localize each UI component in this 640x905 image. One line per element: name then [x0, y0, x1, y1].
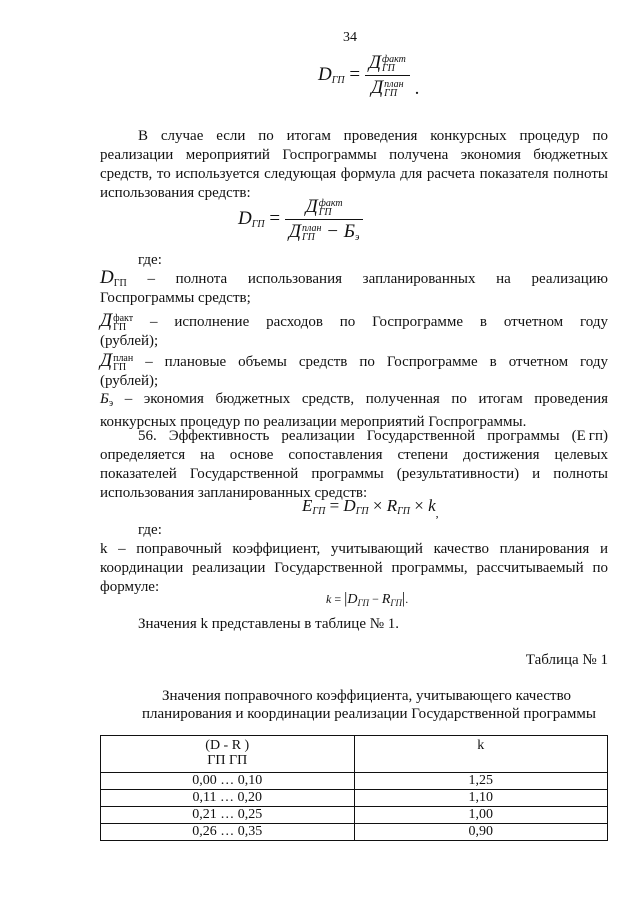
formula-dgp-basic: $D_{ГП}$ = Дфакт ГП Дплан ГП . — [318, 52, 420, 99]
table-header-row — [101, 736, 608, 773]
where-label: где: — [138, 522, 162, 538]
k-cell: 1,25 — [354, 773, 608, 790]
formula-k: $k = |D_{ГП} - R_{ГП}|$. — [326, 590, 409, 608]
table-row — [101, 773, 608, 790]
k-values-reference: Значения k представлены в таблице № 1. — [138, 616, 400, 632]
formula-egp: $E_{ГП} = D_{ГП} \times R_{ГП} \times k_,$ — [302, 496, 439, 520]
table-row — [101, 790, 608, 807]
range-cell: 0,21 … 0,25 — [101, 807, 355, 824]
table-title-line1: Значения поправочного коэффициента, учитывающего качество — [162, 688, 572, 704]
k-cell: 1,10 — [354, 790, 608, 807]
range-cell: 0,26 … 0,35 — [101, 824, 355, 841]
k-values-table — [100, 735, 608, 841]
fraction: Дфакт ГП Дплан ГП — [365, 52, 410, 99]
fraction: Дфакт ГП Дплан ГП − $Б_э$ — [285, 196, 364, 243]
where-label: где: — [138, 252, 162, 268]
paragraph-56: 56. Эффективность реализации Государственной программы (Е гп) определяется на основе сопоставления степени достижения целевых показателей Государственной программы (результативности) и полноты использования запланированных средств: — [100, 428, 608, 501]
definition-plan-cont: (рублей); — [100, 373, 159, 389]
definition-plan: Дплан ГП – плановые объемы средств по Госпрограмме в отчетном году — [100, 350, 609, 373]
definition-dgp: $D_{ГП}$ – полнота использования запланированных на реализацию — [100, 267, 608, 289]
range-cell: 0,11 … 0,20 — [101, 790, 355, 807]
header-k: k — [354, 736, 608, 773]
definition-dgp-cont: Госпрограммы средств; — [100, 290, 251, 306]
range-cell: 0,00 … 0,10 — [101, 773, 355, 790]
formula-dgp-economy: $D_{ГП}$ = Дфакт ГП Дплан ГП − $Б_э$ — [238, 196, 363, 243]
k-cell: 1,00 — [354, 807, 608, 824]
table-row — [101, 824, 608, 841]
table-row — [101, 807, 608, 824]
table-title-line2: планирования и координации реализации Государственной программы — [142, 706, 596, 722]
k-cell: 0,90 — [354, 824, 608, 841]
page-number: 34 — [343, 30, 357, 45]
paragraph-economy: В случае если по итогам проведения конкурсных процедур по реализации мероприятий Госпрограммы получена экономия бюджетных средств, то используется следующая формула для расчета показателя полноты использования средств: — [100, 128, 608, 201]
definition-economy: $Б_э$ – экономия бюджетных средств, полученная по итогам проведения конкурсных процедур по реализации мероприятий Госпрограммы. — [100, 391, 609, 430]
paragraph-k: k – поправочный коэффициент, учитывающий качество планирования и координации реализации Государственной программы, рассчитываемый по формуле: — [100, 541, 608, 595]
definition-fact-cont: (рублей); — [100, 333, 159, 349]
definition-fact: Дфакт ГП – исполнение расходов по Госпрограмме в отчетном году — [100, 310, 608, 333]
header-difference: (D - R ) ГП ГП — [101, 736, 355, 773]
table-label: Таблица № 1 — [525, 652, 608, 668]
